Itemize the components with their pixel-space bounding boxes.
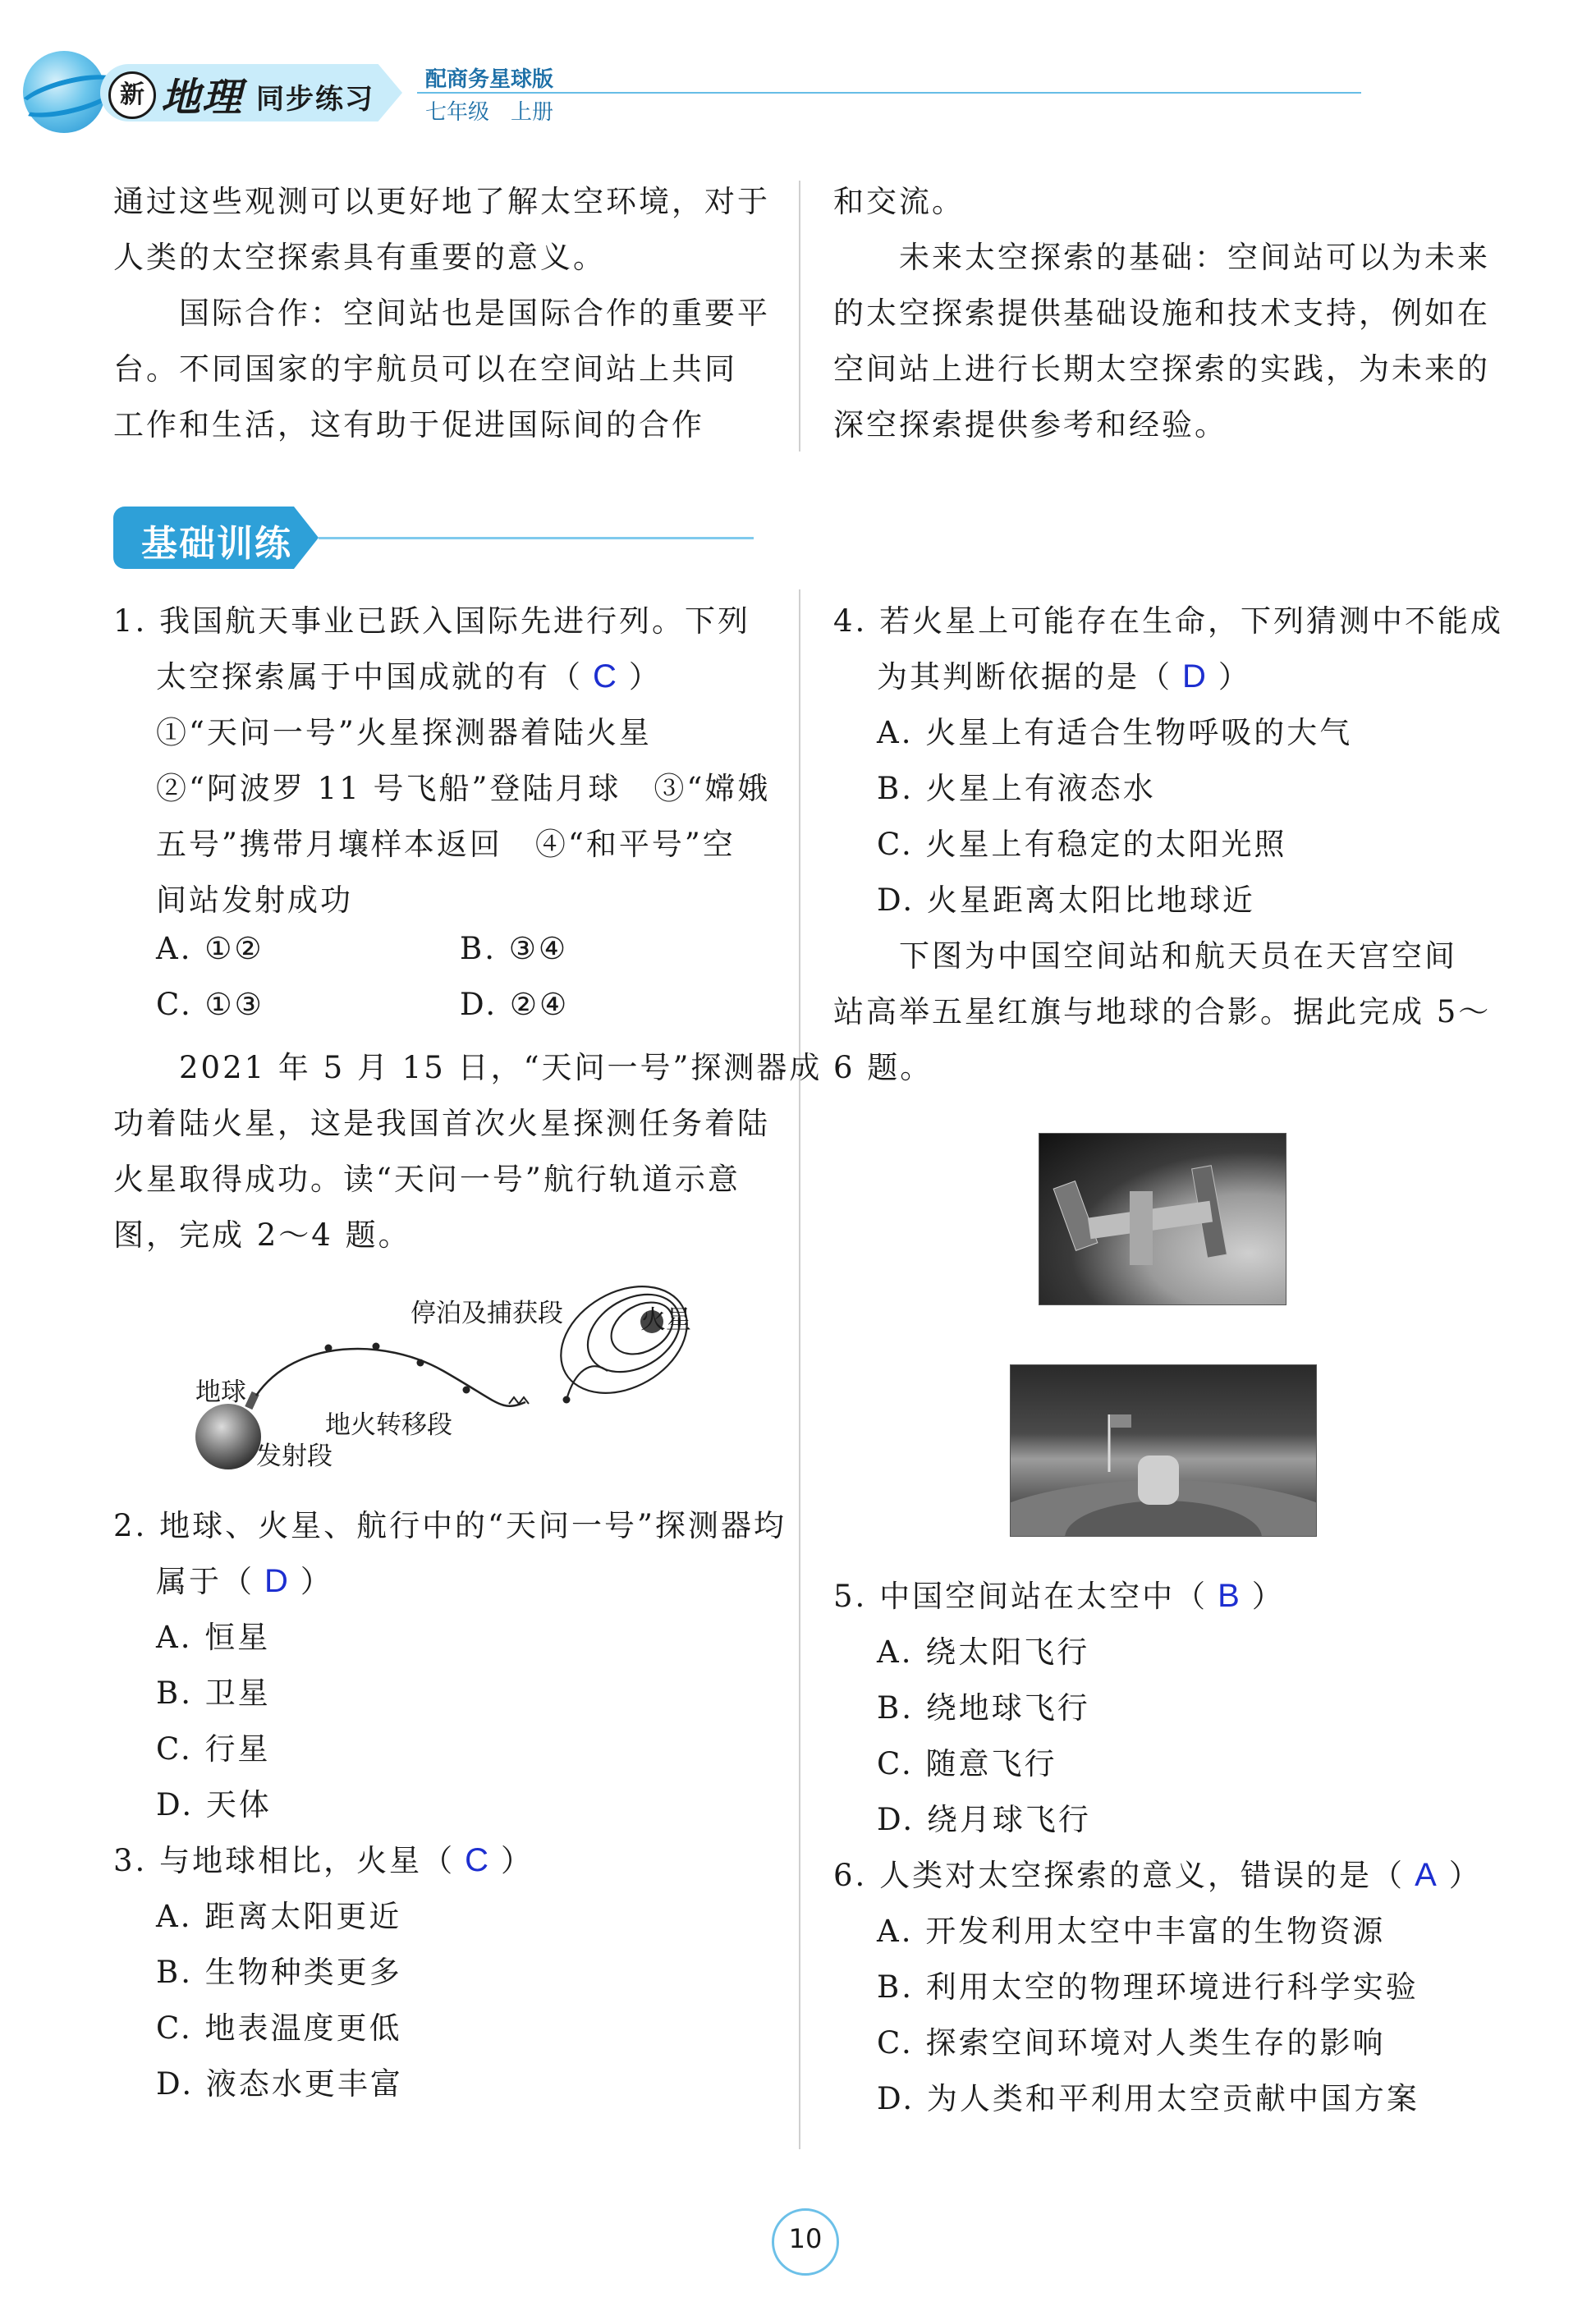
text-line: 通过这些观测可以更好地了解太空环境，对于 [113,184,770,219]
q2-answer: D [264,1563,291,1599]
header-divider [417,92,1361,94]
q5-stem: 5. 中国空间站在太空中（ B ） [833,1578,1285,1614]
q4-option-a: A. 火星上有适合生物呼吸的大气 [877,715,1353,750]
q4-line: 4. 若火星上可能存在生命，下列猜测中不能成 [833,603,1504,639]
text-line: 人类的太空探索具有重要的意义。 [113,240,606,275]
q1-option-b: B. ③④ [460,931,569,966]
passage-line: 图，完成 2～4 题。 [113,1217,411,1253]
q3-answer: C [465,1842,491,1878]
q1-option-a: A. ①② [156,931,264,966]
path-dot [325,1345,332,1352]
path-dot [417,1359,424,1367]
text-line: 未来太空探索的基础：空间站可以为未来 [833,240,1490,275]
intro-left [113,174,770,453]
q6-option-d: D. 为人类和平利用太空贡献中国方案 [877,2081,1419,2116]
path-dot [463,1387,470,1394]
q4-option-b: B. 火星上有液态水 [877,771,1156,806]
passage-line: 2021 年 5 月 15 日，“天问一号”探测器成 [113,1050,823,1085]
q4-stem: 为其判断依据的是（ D ） [877,658,1251,695]
passage-line: 火星取得成功。读“天问一号”航行轨道示意 [113,1162,741,1197]
space-station-photo [1039,1133,1286,1305]
text-line: 空间站上进行长期太空探索的实践，为未来的 [833,351,1490,387]
q6-option-c: C. 探索空间环境对人类生存的影响 [877,2025,1386,2061]
title-badge: 新 [108,71,156,119]
q5-answer: B [1218,1578,1242,1614]
q2-option-d: D. 天体 [156,1787,272,1822]
label-launch: 发射段 [256,1442,332,1471]
transfer-path [256,1349,525,1406]
section-underline [319,537,754,539]
q2-option-c: C. 行星 [156,1731,271,1767]
passage-line: 站高举五星红旗与地球的合影。据此完成 5～ [833,994,1492,1029]
label-parking: 停泊及捕获段 [410,1299,563,1328]
q4-answer: D [1182,658,1208,695]
q1-item: ②“阿波罗 11 号飞船”登陆月球 ③“嫦娥 [156,771,771,806]
capture-path [566,1366,608,1400]
q3-stem: 3. 与地球相比，火星（ C ） [113,1842,534,1878]
q6-option-b: B. 利用太空的物理环境进行科学实验 [877,1969,1419,2005]
grade-label: 七年级 上册 [425,100,554,125]
astronaut-flag-photo [1010,1364,1317,1537]
text-line: 国际合作：空间站也是国际合作的重要平 [113,296,770,331]
q1-option-c: C. ①③ [156,987,264,1022]
q2-line: 2. 地球、火星、航行中的“天问一号”探测器均 [113,1508,787,1543]
book-subtitle: 同步练习 [256,83,374,116]
page-header [0,0,1596,156]
q4-option-c: C. 火星上有稳定的太阳光照 [877,827,1287,862]
q1-answer: C [593,658,619,695]
intro-right [833,174,1507,453]
label-earth: 地球 [195,1378,246,1407]
q5-option-b: B. 绕地球飞行 [877,1690,1090,1726]
column-divider-top [799,181,800,452]
column-divider [799,589,800,2149]
q5-option-a: A. 绕太阳飞行 [877,1634,1090,1670]
q1-item: ①“天问一号”火星探测器着陆火星 [156,715,652,750]
q1-item: 间站发射成功 [156,883,353,918]
q2-stem: 属于（ D ） [156,1563,333,1599]
book-title: 地理 [161,75,244,121]
q3-option-d: D. 液态水更丰富 [156,2066,403,2102]
label-transfer: 地火转移段 [325,1410,452,1440]
q6-stem: 6. 人类对太空探索的意义，错误的是（ A ） [833,1857,1482,1893]
path-dot [373,1343,380,1350]
q5-option-d: D. 绕月球飞行 [877,1802,1091,1837]
q2-option-b: B. 卫星 [156,1676,271,1711]
text-line: 的太空探索提供基础设施和技术支持，例如在 [833,296,1490,331]
q6-option-a: A. 开发利用太空中丰富的生物资源 [877,1914,1386,1949]
q1-line: 1. 我国航天事业已跃入国际先进行列。下列 [113,603,751,639]
q3-option-a: A. 距离太阳更近 [156,1899,402,1934]
q1-option-d: D. ②④ [460,987,570,1022]
text-line: 深空探索提供参考和经验。 [833,407,1227,442]
earth-icon [195,1404,261,1469]
page-number: 10 [788,2223,823,2254]
section-title: 基础训练 [141,523,292,565]
q4-option-d: D. 火星距离太阳比地球近 [877,883,1255,918]
q3-option-b: B. 生物种类更多 [156,1955,402,1990]
q1-item: 五号”携带月壤样本返回 ④“和平号”空 [156,827,736,862]
label-mars: 火星 [640,1305,691,1335]
text-line: 工作和生活，这有助于促进国际间的合作 [113,407,704,442]
edition-label: 配商务星球版 [425,67,554,92]
q3-option-c: C. 地表温度更低 [156,2010,402,2046]
q5-option-c: C. 随意飞行 [877,1746,1057,1781]
passage-line: 功着陆火星，这是我国首次火星探测任务着陆 [113,1106,770,1141]
text-line: 和交流。 [833,184,965,219]
passage-line: 6 题。 [833,1050,933,1085]
correction-zigzag [509,1397,529,1404]
text-line: 台。不同国家的宇航员可以在空间站上共同 [113,351,737,387]
q1-stem: 太空探索属于中国成就的有（ C ） [156,658,662,695]
passage-line: 下图为中国空间站和航天员在天宫空间 [833,938,1457,974]
q6-answer: A [1415,1857,1439,1893]
orbit-diagram [181,1281,739,1486]
q2-option-a: A. 恒星 [156,1620,271,1655]
